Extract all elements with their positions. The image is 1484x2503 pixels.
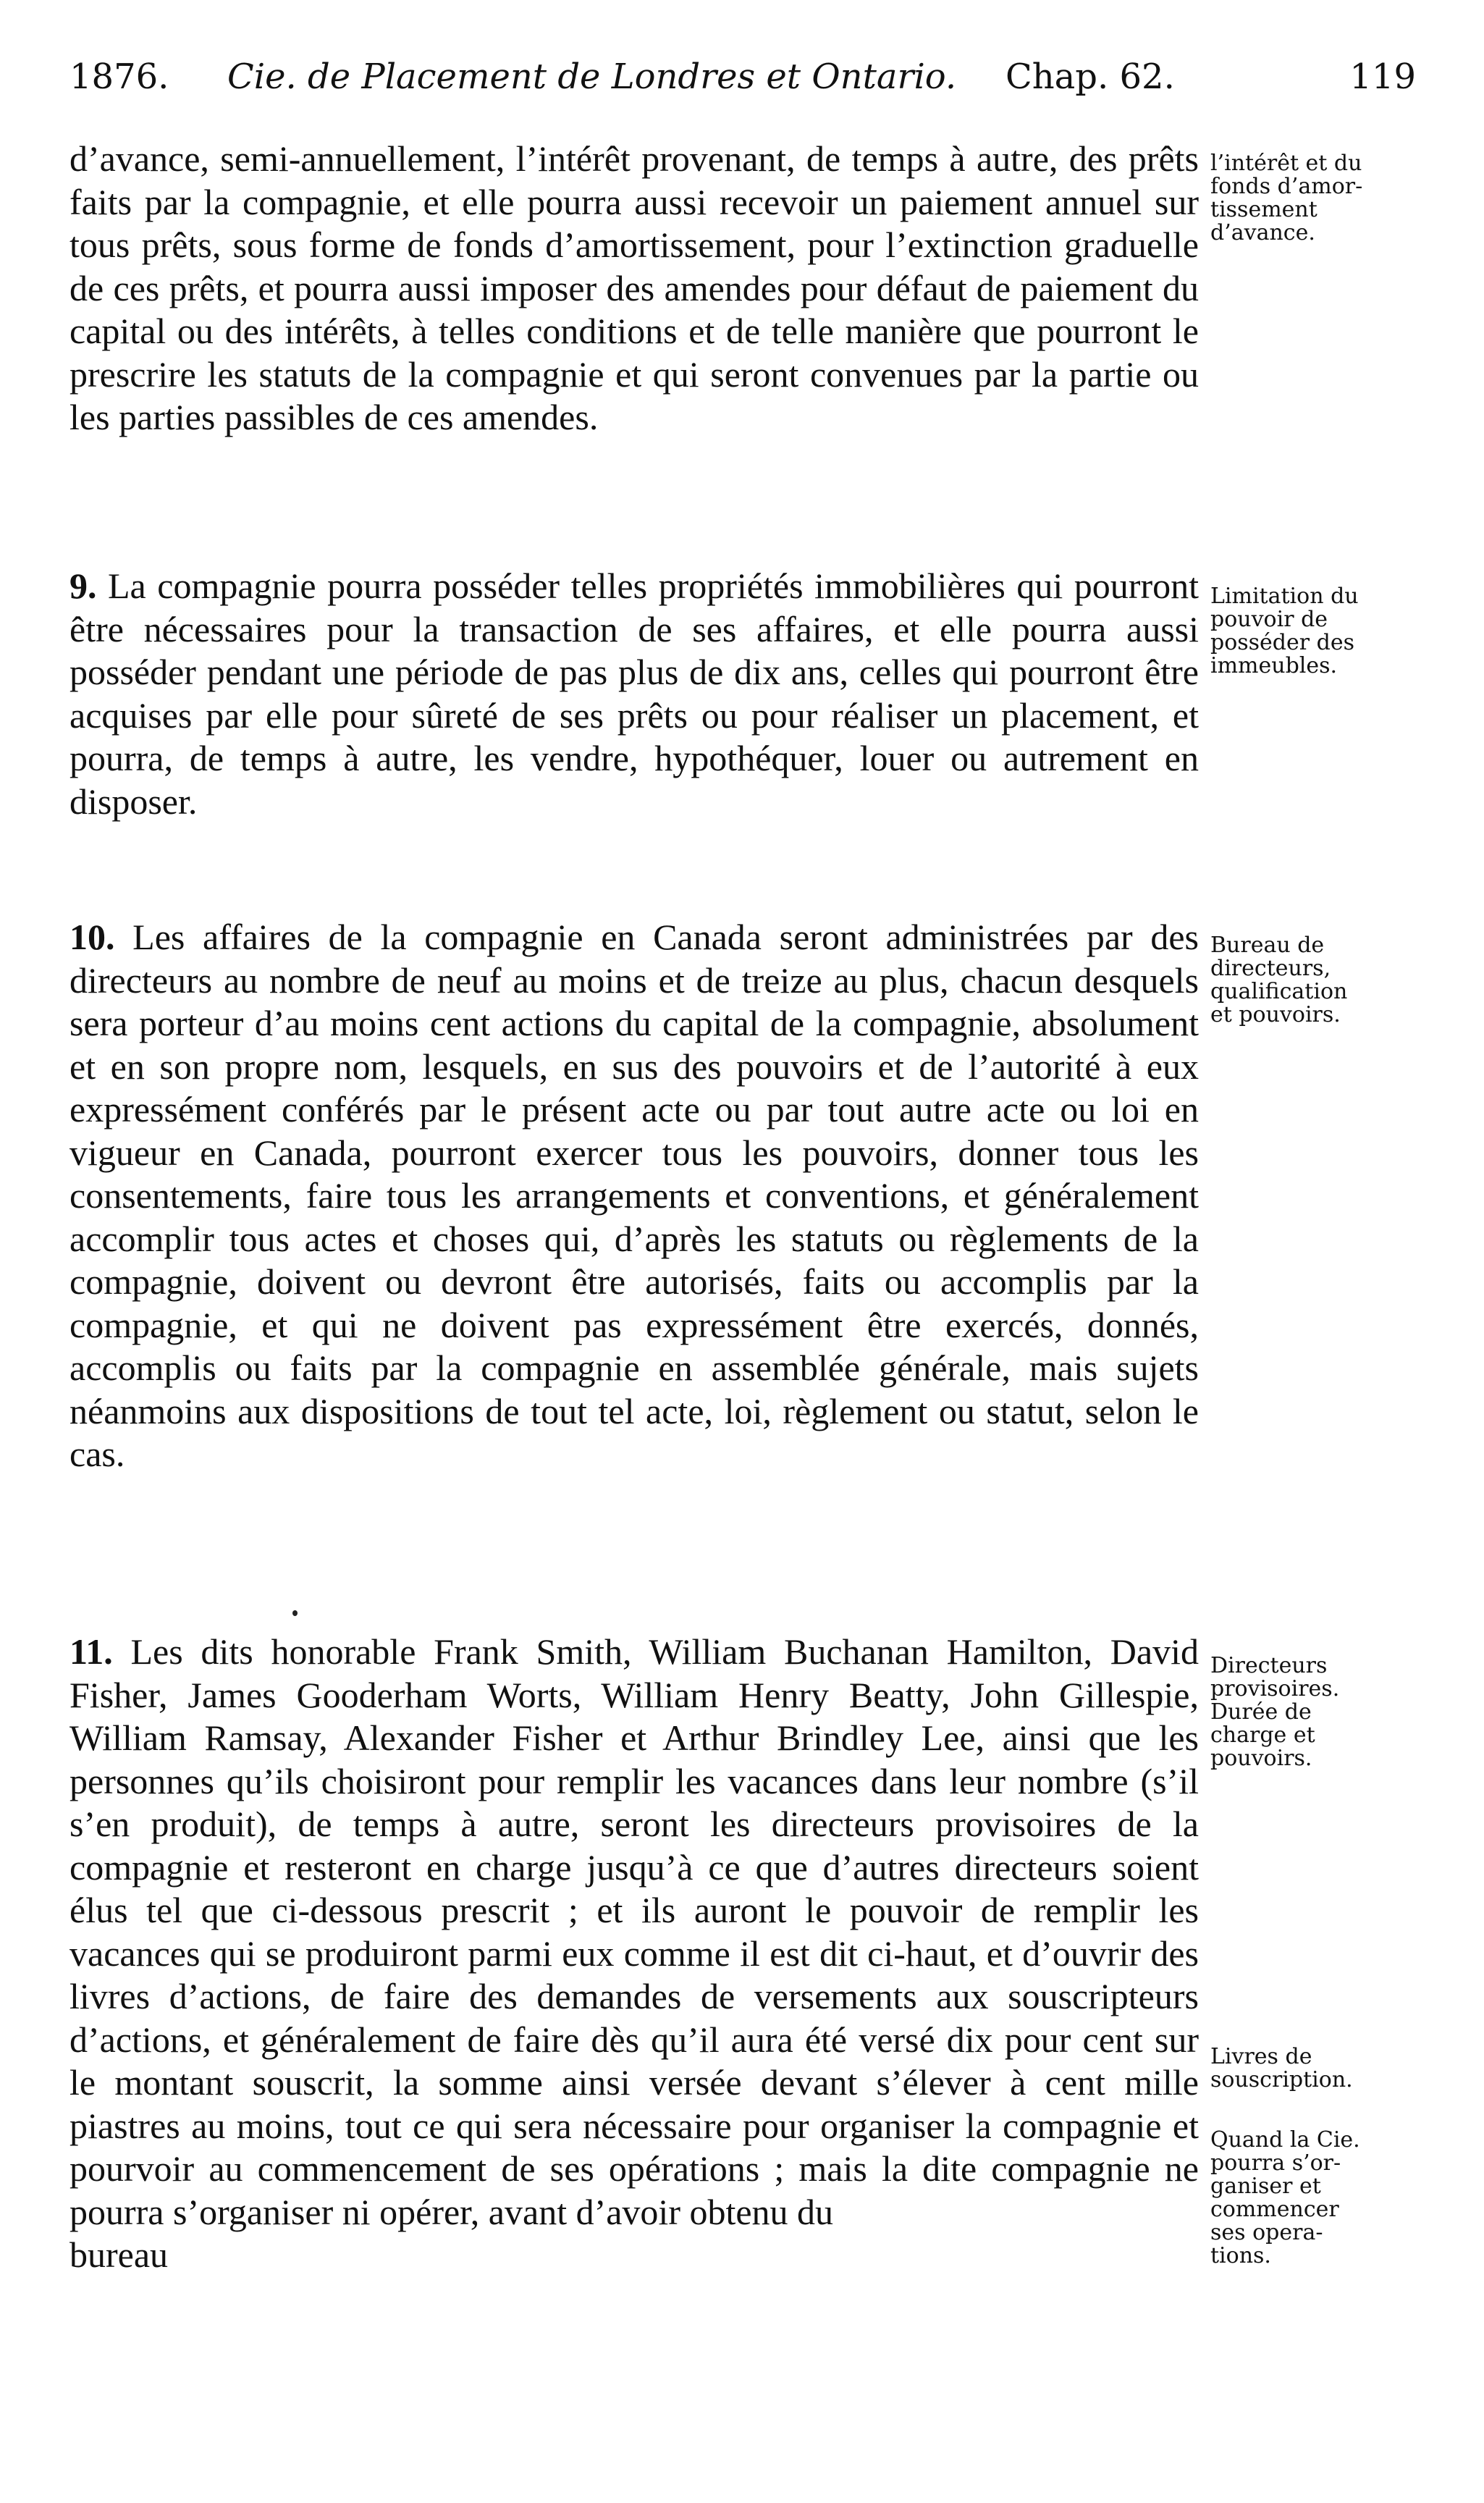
section-text: La compagnie pourra posséder telles propriétés immobilières qui pourront être nécessaires pour la transaction de ses affaires, et elle pourra aussi posséder pendant une période de pas plus de dix ans, celles qui pourront être acquises par elle pour sûreté de ses prêts ou pour réaliser un placement, et pourra, de temps à autre, les vendre, hypothéquer, louer ou autrement en disposer. (69, 565, 1199, 822)
margin-line: tions. (1210, 2243, 1271, 2268)
margin-note-limitation (1210, 585, 1428, 678)
margin-note-commencement (1210, 2129, 1428, 2268)
margin-line: et pouvoirs. (1210, 1002, 1341, 1027)
margin-line: immeubles. (1210, 653, 1338, 678)
margin-line: Directeurs (1210, 1653, 1328, 1678)
margin-note-board (1210, 934, 1428, 1027)
margin-line: charge et (1210, 1722, 1315, 1748)
margin-line: Durée de (1210, 1699, 1312, 1725)
margin-note-subscription-books (1210, 2045, 1428, 2092)
margin-line: commencer (1210, 2197, 1339, 2222)
section-text: d’avance, semi-annuellement, l’intérêt provenant, de temps à autre, des prêts faits par la compagnie, et elle pourra aussi recevoir un paiement annuel sur tous prêts, sous forme de fonds d’amortissement, pour l’extinction graduelle de ces prêts, et pourra aussi imposer des amendes pour défaut de paiement du capital ou des intérêts, à telles conditions et de telle manière que pourront le prescrire les statuts de la compagnie et qui seront convenues par la partie ou les parties passibles de ces amendes. (69, 138, 1199, 437)
margin-line: l’intérêt et du (1210, 151, 1362, 176)
section-paragraph (69, 916, 1199, 1476)
section-continuation (69, 138, 1199, 439)
margin-line: directeurs, (1210, 956, 1331, 981)
ink-speck (292, 1610, 298, 1616)
section-number: 9. (69, 565, 97, 606)
page-number: 119 (1349, 56, 1416, 97)
section-9 (69, 565, 1199, 823)
section-number: 10. (69, 917, 115, 957)
margin-line: posséder des (1210, 630, 1354, 655)
section-paragraph (69, 565, 1199, 823)
section-text: Les affaires de la compagnie en Canada seront administrées par des directeurs au nombre de neuf au moins et de treize au plus, chacun desquels sera porteur d’au moins cent actions du capital de la compagnie, absolument et en son propre nom, lesquels, en sus des pouvoirs et de l’autorité à eux expressément conférés par le présent acte ou par tout autre acte ou loi en vigueur en Canada, pourront exercer tous les pouvoirs, donner tous les consentements, faire tous les arrangements et conventions, et généralement accomplir tous actes et choses qui, d’après les statuts ou règlements de la compagnie, doivent ou devront être autorisés, faits ou accomplis par la compagnie, et qui ne doivent pas expressément être exercés, donnés, accomplis ou faits par la compagnie en assemblée générale, mais sujets néanmoins aux dispositions de tout tel acte, loi, règlement ou statut, selon le cas. (69, 917, 1199, 1474)
section-paragraph (69, 1631, 1199, 2234)
margin-line: fonds d’amor- (1210, 174, 1363, 199)
section-number: 11. (69, 1631, 113, 1672)
margin-line: Livres de (1210, 2044, 1312, 2069)
margin-line: Quand la Cie. (1210, 2127, 1360, 2153)
margin-line: ganiser et (1210, 2174, 1321, 2199)
margin-line: qualification (1210, 979, 1348, 1004)
section-11 (69, 1631, 1199, 2277)
margin-line: provisoires. (1210, 1676, 1340, 1701)
section-text: Les dits honorable Frank Smith, William Buchanan Hamilton, David Fisher, James Gooderham Worts, William Henry Beatty, John Gillespie, William Ramsay, Alexander Fisher et Arthur Brindley Lee, ainsi que les personnes qu’ils choisiront pour remplir les vacances dans leur nombre (s’il s’en produit), de temps à autre, seront les directeurs provisoires de la compagnie et resteront en charge jusqu’à ce que d’autres directeurs soient élus tel que ci-dessous prescrit ; et ils auront le pouvoir de remplir les vacances qui se produiront parmi eux comme il est dit ci-haut, et d’ouvrir des livres d’actions, de faire des demandes de versements aux souscripteurs d’actions, et généralement de faire dès qu’il aura été versé dix pour cent sur le montant souscrit, la somme ainsi versée devant s’élever à cent mille piastres au moins, tout ce qui sera nécessaire pour organiser la compagnie et pourvoir au commencement de ses opérations ; mais la dite compagnie ne pourra s’organiser ni opérer, avant d’avoir obtenu du (69, 1631, 1200, 2232)
margin-line: ses opera- (1210, 2220, 1323, 2245)
margin-line: souscription. (1210, 2067, 1353, 2092)
catchword: bureau (69, 2234, 169, 2275)
margin-line: d’avance. (1210, 220, 1315, 245)
margin-note-provisional-directors (1210, 1654, 1428, 1770)
margin-line: pouvoir de (1210, 607, 1328, 632)
margin-line: Limitation du (1210, 584, 1359, 609)
margin-line: Bureau de (1210, 933, 1325, 958)
margin-line: tissement (1210, 197, 1318, 222)
margin-note-interest (1210, 152, 1428, 245)
margin-line: pourra s’or- (1210, 2150, 1341, 2176)
running-header (69, 56, 1416, 107)
header-title: Cie. de Placement de Londres et Ontario. (227, 56, 957, 97)
margin-line: pouvoirs. (1210, 1746, 1312, 1771)
section-10 (69, 916, 1199, 1476)
header-year: 1876. (69, 56, 169, 97)
header-chapter: Chap. 62. (1006, 56, 1175, 97)
